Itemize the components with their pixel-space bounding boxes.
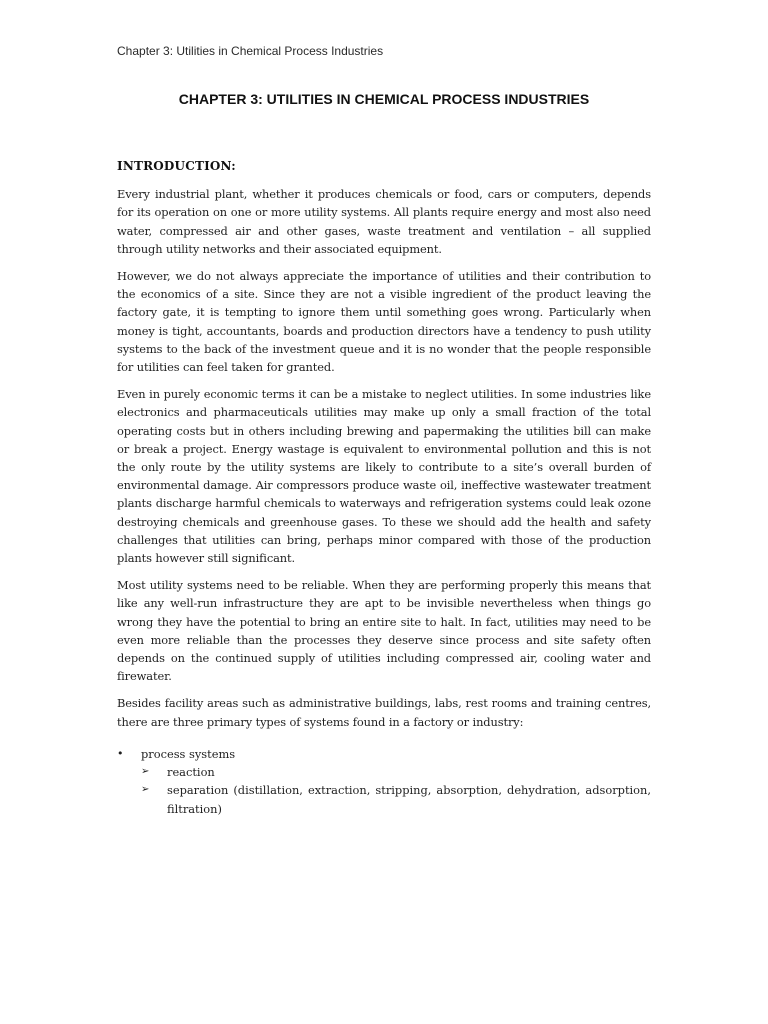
running-header: Chapter 3: Utilities in Chemical Process Industries xyxy=(117,44,384,58)
bullet-list xyxy=(117,745,651,818)
sub-list xyxy=(141,763,651,818)
document-body xyxy=(117,157,651,818)
paragraph: Even in purely economic terms it can be a mistake to neglect utilities. In some industries like electronics and pharmaceuticals utilities may make up only a small fraction of the total operating costs but in others including brewing and papermaking the utilities bill can make or break a project. Energy wastage is equivalent to environmental pollution and this is not the only route by the utility systems are likely to contribute to a site’s overall burden of environmental damage. Air compressors produce waste oil, ineffective wastewater treatment plants discharge harmful chemicals to waterways and refrigeration systems could leak ozone destroying chemicals and greenhouse gases. To these we should add the health and safety challenges that utilities can bring, perhaps minor compared with those of the production plants however still significant. xyxy=(117,387,651,566)
section-heading: INTRODUCTION: xyxy=(117,159,236,173)
arrow-bullet-icon: ➢ xyxy=(141,784,150,796)
chapter-title: CHAPTER 3: UTILITIES IN CHEMICAL PROCESS INDUSTRIES xyxy=(178,91,590,107)
paragraph: Every industrial plant, whether it produces chemicals or food, cars or computers, depends for its operation on one or more utility systems. All plants require energy and most also need water, compressed air and other gases, waste treatment and ventilation – all supplied through utility networks and their associated equipment. xyxy=(117,187,651,256)
sub-list-item-label: reaction xyxy=(167,765,215,780)
sub-list-item xyxy=(141,781,651,817)
sub-list-item xyxy=(141,763,651,781)
paragraph: Besides facility areas such as administrative buildings, labs, rest rooms and training centres, there are three primary types of systems found in a factory or industry: xyxy=(117,696,651,729)
arrow-bullet-icon: ➢ xyxy=(141,766,150,778)
paragraph: Most utility systems need to be reliable. When they are performing properly this means that like any well-run infrastructure they are apt to be invisible nevertheless when things go wrong they have the potential to bring an entire site to halt. In fact, utilities may need to be even more reliable than the processes they deserve since process and site safety often depends on the continued supply of utilities including compressed air, cooling water and firewater. xyxy=(117,578,651,684)
list-item xyxy=(117,745,651,818)
list-item-label: process systems xyxy=(141,746,236,761)
sub-list-item-label: separation (distillation, extraction, stripping, absorption, dehydration, adsorption, filtration) xyxy=(167,783,651,816)
paragraph: However, we do not always appreciate the importance of utilities and their contribution to the economics of a site. Since they are not a visible ingredient of the product leaving the factory gate, it is tempting to ignore them until something goes wrong. Particularly when money is tight, accountants, boards and production directors have a tendency to push utility systems to the back of the investment queue and it is no wonder that the people responsible for utilities can feel taken for granted. xyxy=(117,269,651,375)
